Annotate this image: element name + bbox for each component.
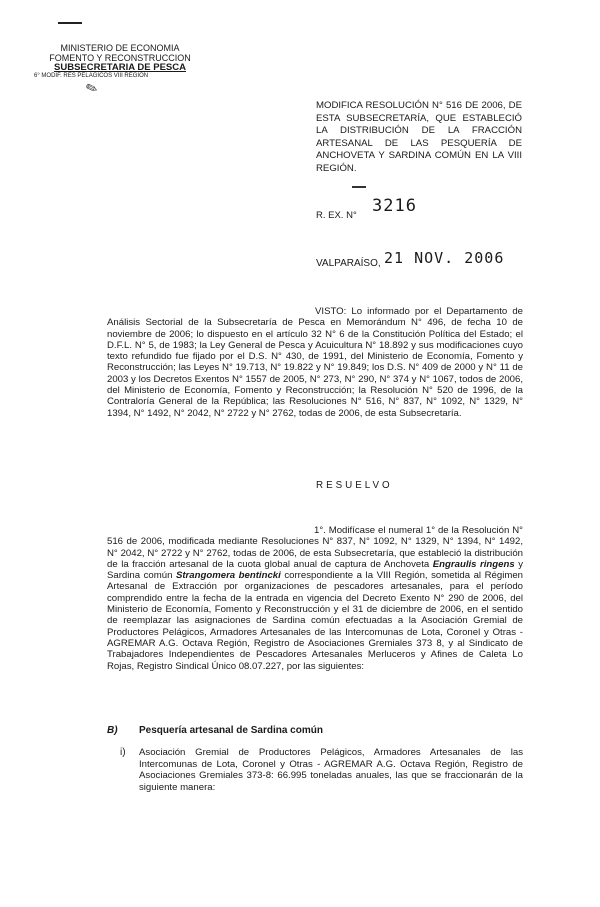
- section-letter: B): [107, 725, 118, 736]
- article-1-text-c: correspondiente a la VIII Región, sometida al Régimen Artesanal de Extracción por organizaciones de pescadores artesanales, para el período comprendido entre la fecha de la entrada en vigencia del Decreto Exento N° 290 de 2006, del Ministerio de Economía, Fomento y Reconstrucción y el 31 de diciembre de 2006, en el sentido de reemplazar las asignaciones de Sardina común efectuadas a la Asociación Gremial de Productores Pelágicos, Armadores Artesanales de las Intercomunas de Lota, Coronel y Otras - AGREMAR A.G. Octava Región, Registro de Asociaciones Gremiales 373 8, y al Sindicato de Trabajadores Independientes de Pescadores Artesanales Merluceros y Afines de Caleta Lo Rojas, Registro Sindical Único 08.07.227, por las siguientes:: [107, 570, 523, 672]
- letterhead: [30, 44, 210, 80]
- date-stamp: 21 NOV. 2006: [384, 249, 505, 267]
- place: VALPARAÍSO,: [316, 258, 381, 269]
- section-title: Pesquería artesanal de Sardina común: [139, 725, 323, 736]
- resuelvo-heading: RESUELVO: [316, 480, 393, 491]
- visto-paragraph: VISTO: Lo informado por el Departamento de Análisis Sectorial de la Subsecretaría de Pesca en Memorándum N° 496, de fecha 10 de noviembre de 2006; lo dispuesto en el artículo 32 N° 6 de la Constitución Política del Estado; el D.F.L. N° 5, de 1983; la Ley General de Pesca y Acuicultura N° 18.892 y sus modificaciones cuyo texto refundido fue fijado por el D.S. N° 430, de 1991, del Ministerio de Economía, Fomento y Reconstrucción; las Leyes N° 19.713, N° 19.822 y N° 19.849; los D.S. N° 409 de 2000 y N° 11 de 2003 y los Decretos Exentos N° 1557 de 2005, N° 273, N° 290, N° 374 y N° 1067, todos de 2006, del Ministerio de Economía, Fomento y Reconstrucción; la Resolución N° 520 de 1996, de la Contraloría General de la República; las Resoluciones N° 516, N° 837, N° 1092, N° 1329, N° 1394, N° 1492, N° 2042, N° 2722 y N° 2762, todas de 2006, de esta Subsecretaría.: [107, 306, 523, 419]
- initials-mark-icon: ✎: [83, 78, 100, 98]
- article-1-paragraph: [107, 525, 523, 672]
- ministry-line: MINISTERIO DE ECONOMIA: [60, 43, 180, 53]
- article-1-text-b: y Sardina común: [107, 558, 523, 582]
- item-text: Asociación Gremial de Productores Pelágicos, Armadores Artesanales de las Intercomunas de Lota, Coronel y Otras - AGREMAR A.G. Octava Región, Registro de Asociaciones Gremiales 373-8: 66.995 toneladas anuales, las que se fraccionarán de la siguiente manera:: [139, 747, 523, 793]
- article-1-text-a: 1°. Modifícase el numeral 1° de la Resolución N° 516 de 2006, modificada mediante Resoluciones N° 837, N° 1092, N° 1329, N° 1394, N° 1492, N° 2042, N° 2722 y N° 2762, todas de 2006, de esta Subsecretaría, que estableció la distribución de la fracción artesanal de la cuota global anual de captura de Anchoveta: [107, 525, 523, 570]
- resolution-label: R. EX. N°: [316, 210, 357, 221]
- subsecretaria-line: SUBSECRETARIA DE PESCA: [54, 62, 186, 73]
- species-sardina: Strangomera bentincki: [175, 570, 281, 582]
- document-title: MODIFICA RESOLUCIÓN N° 516 DE 2006, DE ESTA SUBSECRETARÍA, QUE ESTABLECIÓ LA DISTRIBUCIÓN DE LA FRACCIÓN ARTESANAL DE LAS PESQUERÍA DE ANCHOVETA Y SARDINA COMÚN EN LA VIII REGIÓN.: [316, 100, 522, 174]
- file-reference: 6° MODIF. RES PELAGICOS VIII REGION: [34, 72, 149, 79]
- resolution-number: 3216: [372, 196, 417, 216]
- handwritten-dash: [352, 186, 366, 188]
- item-label: i): [120, 747, 126, 758]
- ministry-line-2: FOMENTO Y RECONSTRUCCION: [49, 52, 191, 63]
- species-anchoveta: Engraulis ringens: [432, 558, 515, 570]
- header-rule: [58, 22, 82, 24]
